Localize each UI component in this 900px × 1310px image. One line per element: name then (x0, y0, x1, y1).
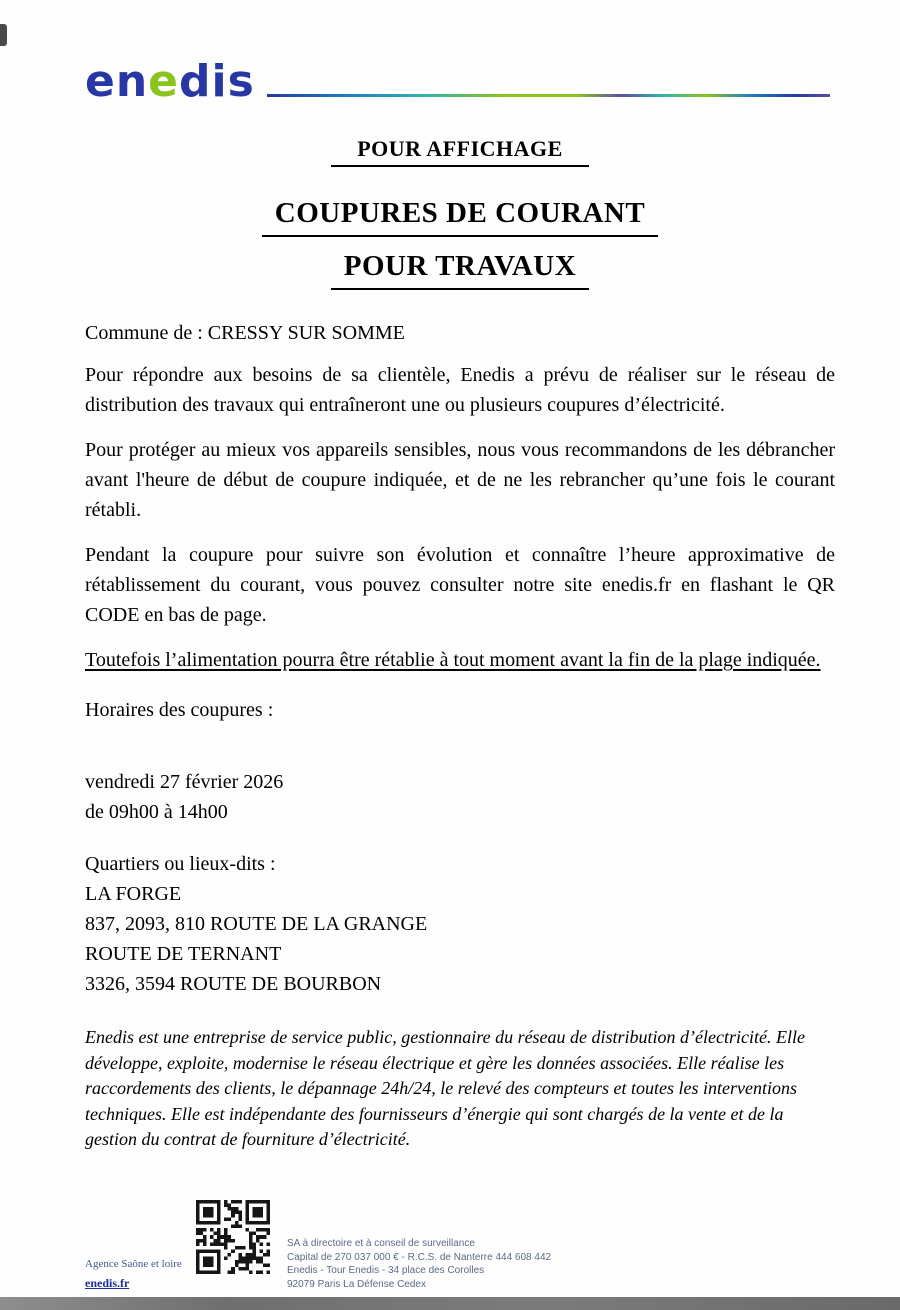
brand-color-line (267, 94, 830, 97)
scan-artifact-corner (0, 24, 7, 46)
notice-body (85, 318, 835, 1153)
logo-text-part1: en (85, 56, 149, 107)
affichage-text: POUR AFFICHAGE (331, 136, 589, 167)
legal-line: Capital de 270 037 000 € - R.C.S. de Nanterre 444 608 442 (287, 1251, 552, 1263)
quartier-line: 3326, 3594 ROUTE DE BOURBON (85, 973, 382, 995)
paragraph-restore-notice: Toutefois l’alimentation pourra être rétablie à tout moment avant la fin de la plage indiquée. (85, 649, 821, 671)
horaires-label: Horaires des coupures : (85, 699, 274, 721)
logo-text-part3: dis (179, 56, 255, 107)
quartiers-label: Quartiers ou lieux-dits : (85, 853, 276, 875)
qr-code (196, 1200, 270, 1274)
main-title-line2 (85, 246, 835, 290)
enedis-fr-link[interactable]: enedis.fr (85, 1275, 130, 1290)
main-title-text1: COUPURES DE COURANT (262, 197, 658, 237)
enedis-logo (85, 56, 255, 107)
agency-block (85, 1256, 195, 1293)
logo-text-part2: e (148, 56, 180, 107)
quartier-line: 837, 2093, 810 ROUTE DE LA GRANGE (85, 913, 428, 935)
quartier-line: ROUTE DE TERNANT (85, 943, 282, 965)
paragraph-advice: Pour protéger au mieux vos appareils sensibles, nous vous recommandons de les débrancher avant l'heure de début de coupure indiquée, et de ne les rebrancher qu’une fois le courant rétabli. (85, 439, 835, 521)
legal-line: SA à directoire et à conseil de surveillance (287, 1238, 475, 1249)
legal-line: 92079 Paris La Défense Cedex (287, 1278, 426, 1290)
legal-text-block (287, 1237, 551, 1291)
schedule-date: vendredi 27 février 2026 (85, 771, 284, 793)
header-logo-row (85, 56, 835, 107)
affichage-heading (85, 136, 835, 167)
paragraph-qr-info: Pendant la coupure pour suivre son évolution et connaître l’heure approximative de rétablissement du courant, vous pouvez consulter notre site enedis.fr en flashant le QR CODE en bas de page. (85, 544, 835, 626)
quartier-line: LA FORGE (85, 883, 182, 905)
main-title-text2: POUR TRAVAUX (331, 250, 589, 290)
commune-line: Commune de : CRESSY SUR SOMME (85, 322, 405, 344)
schedule-block (85, 767, 835, 827)
legal-line: Enedis - Tour Enedis - 34 place des Corolles (287, 1265, 485, 1276)
agency-name: Agence Saône et loire (85, 1258, 182, 1270)
main-title-line1 (85, 193, 835, 237)
paragraph-intro: Pour répondre aux besoins de sa clientèle, Enedis a prévu de réaliser sur le réseau de distribution des travaux qui entraîneront une ou plusieurs coupures d’électricité. (85, 364, 835, 416)
page-bottom-edge (0, 1297, 900, 1310)
schedule-time: de 09h00 à 14h00 (85, 801, 228, 823)
quartiers-block (85, 849, 835, 999)
about-enedis-text: Enedis est une entreprise de service public, gestionnaire du réseau de distribution d’électricité. Elle développe, exploite, modernise le réseau électrique et gère les données associées. Elle réalise les raccordements des clients, le dépannage 24h/24, le relevé des compteurs et toutes les interventions techniques. Elle est indépendante des fournisseurs d’énergie qui sont chargés de la vente et de la gestion du contrat de fourniture d’électricité. (85, 1027, 805, 1150)
